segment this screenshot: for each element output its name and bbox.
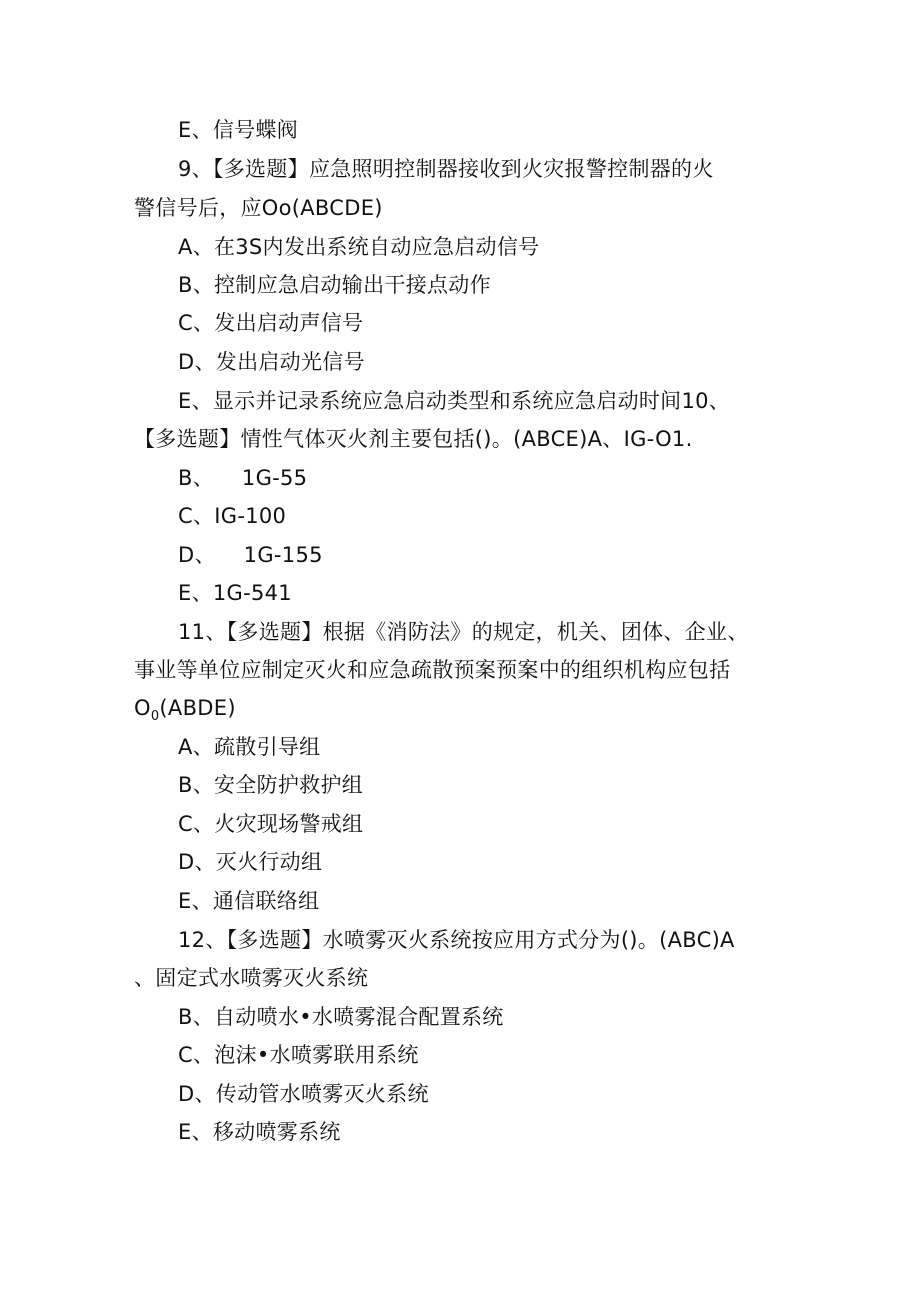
option-line: B、 1G-55 [178, 466, 308, 490]
option-line: A、疏散引导组 [178, 735, 321, 759]
option-line: B、安全防护救护组 [178, 773, 364, 797]
option-line: D、 1G-155 [178, 543, 323, 567]
option-line: D、灭火行动组 [178, 850, 323, 874]
option-line: E、1G-541 [178, 581, 292, 605]
question-line: 事业等单位应制定灭火和应急疏散预案预案中的组织机构应包括 [134, 658, 731, 682]
answer-subscript: 0 [150, 709, 160, 725]
option-line: D、传动管水喷雾灭火系统 [178, 1082, 429, 1106]
option-line: E、通信联络组 [178, 889, 320, 913]
question-line: 11、【多选题】根据《消防法》的规定，机关、团体、企业、 [178, 620, 749, 644]
question-line: 12、【多选题】水喷雾灭火系统按应用方式分为()。(ABC)A [178, 928, 735, 952]
answer-tail: (ABDE) [159, 696, 236, 720]
option-line: D、发出启动光信号 [178, 350, 365, 374]
option-line: B、控制应急启动输出干接点动作 [178, 273, 491, 297]
question-line: 【多选题】情性气体灭火剂主要包括()。(ABCE)A、IG-O1. [134, 427, 693, 451]
option-line: E、显示并记录系统应急启动类型和系统应急启动时间10、 [178, 389, 731, 413]
question-line: 9、【多选题】应急照明控制器接收到火灾报警控制器的火 [178, 157, 714, 181]
option-line: C、IG-100 [178, 504, 287, 528]
question-line [134, 693, 236, 723]
option-line: E、移动喷雾系统 [178, 1120, 341, 1144]
option-line: B、自动喷水•水喷雾混合配置系统 [178, 1005, 504, 1029]
option-line: C、火灾现场警戒组 [178, 812, 364, 836]
option-line: E、信号蝶阀 [178, 118, 299, 142]
question-line: 警信号后，应Oo(ABCDE) [134, 196, 383, 220]
option-line: C、发出启动声信号 [178, 311, 364, 335]
option-line: C、泡沫•水喷雾联用系统 [178, 1043, 419, 1067]
option-line: A、在3S内发出系统自动应急启动信号 [178, 235, 540, 259]
answer-prefix: O [134, 696, 151, 720]
question-line: 、固定式水喷雾灭火系统 [134, 966, 369, 990]
